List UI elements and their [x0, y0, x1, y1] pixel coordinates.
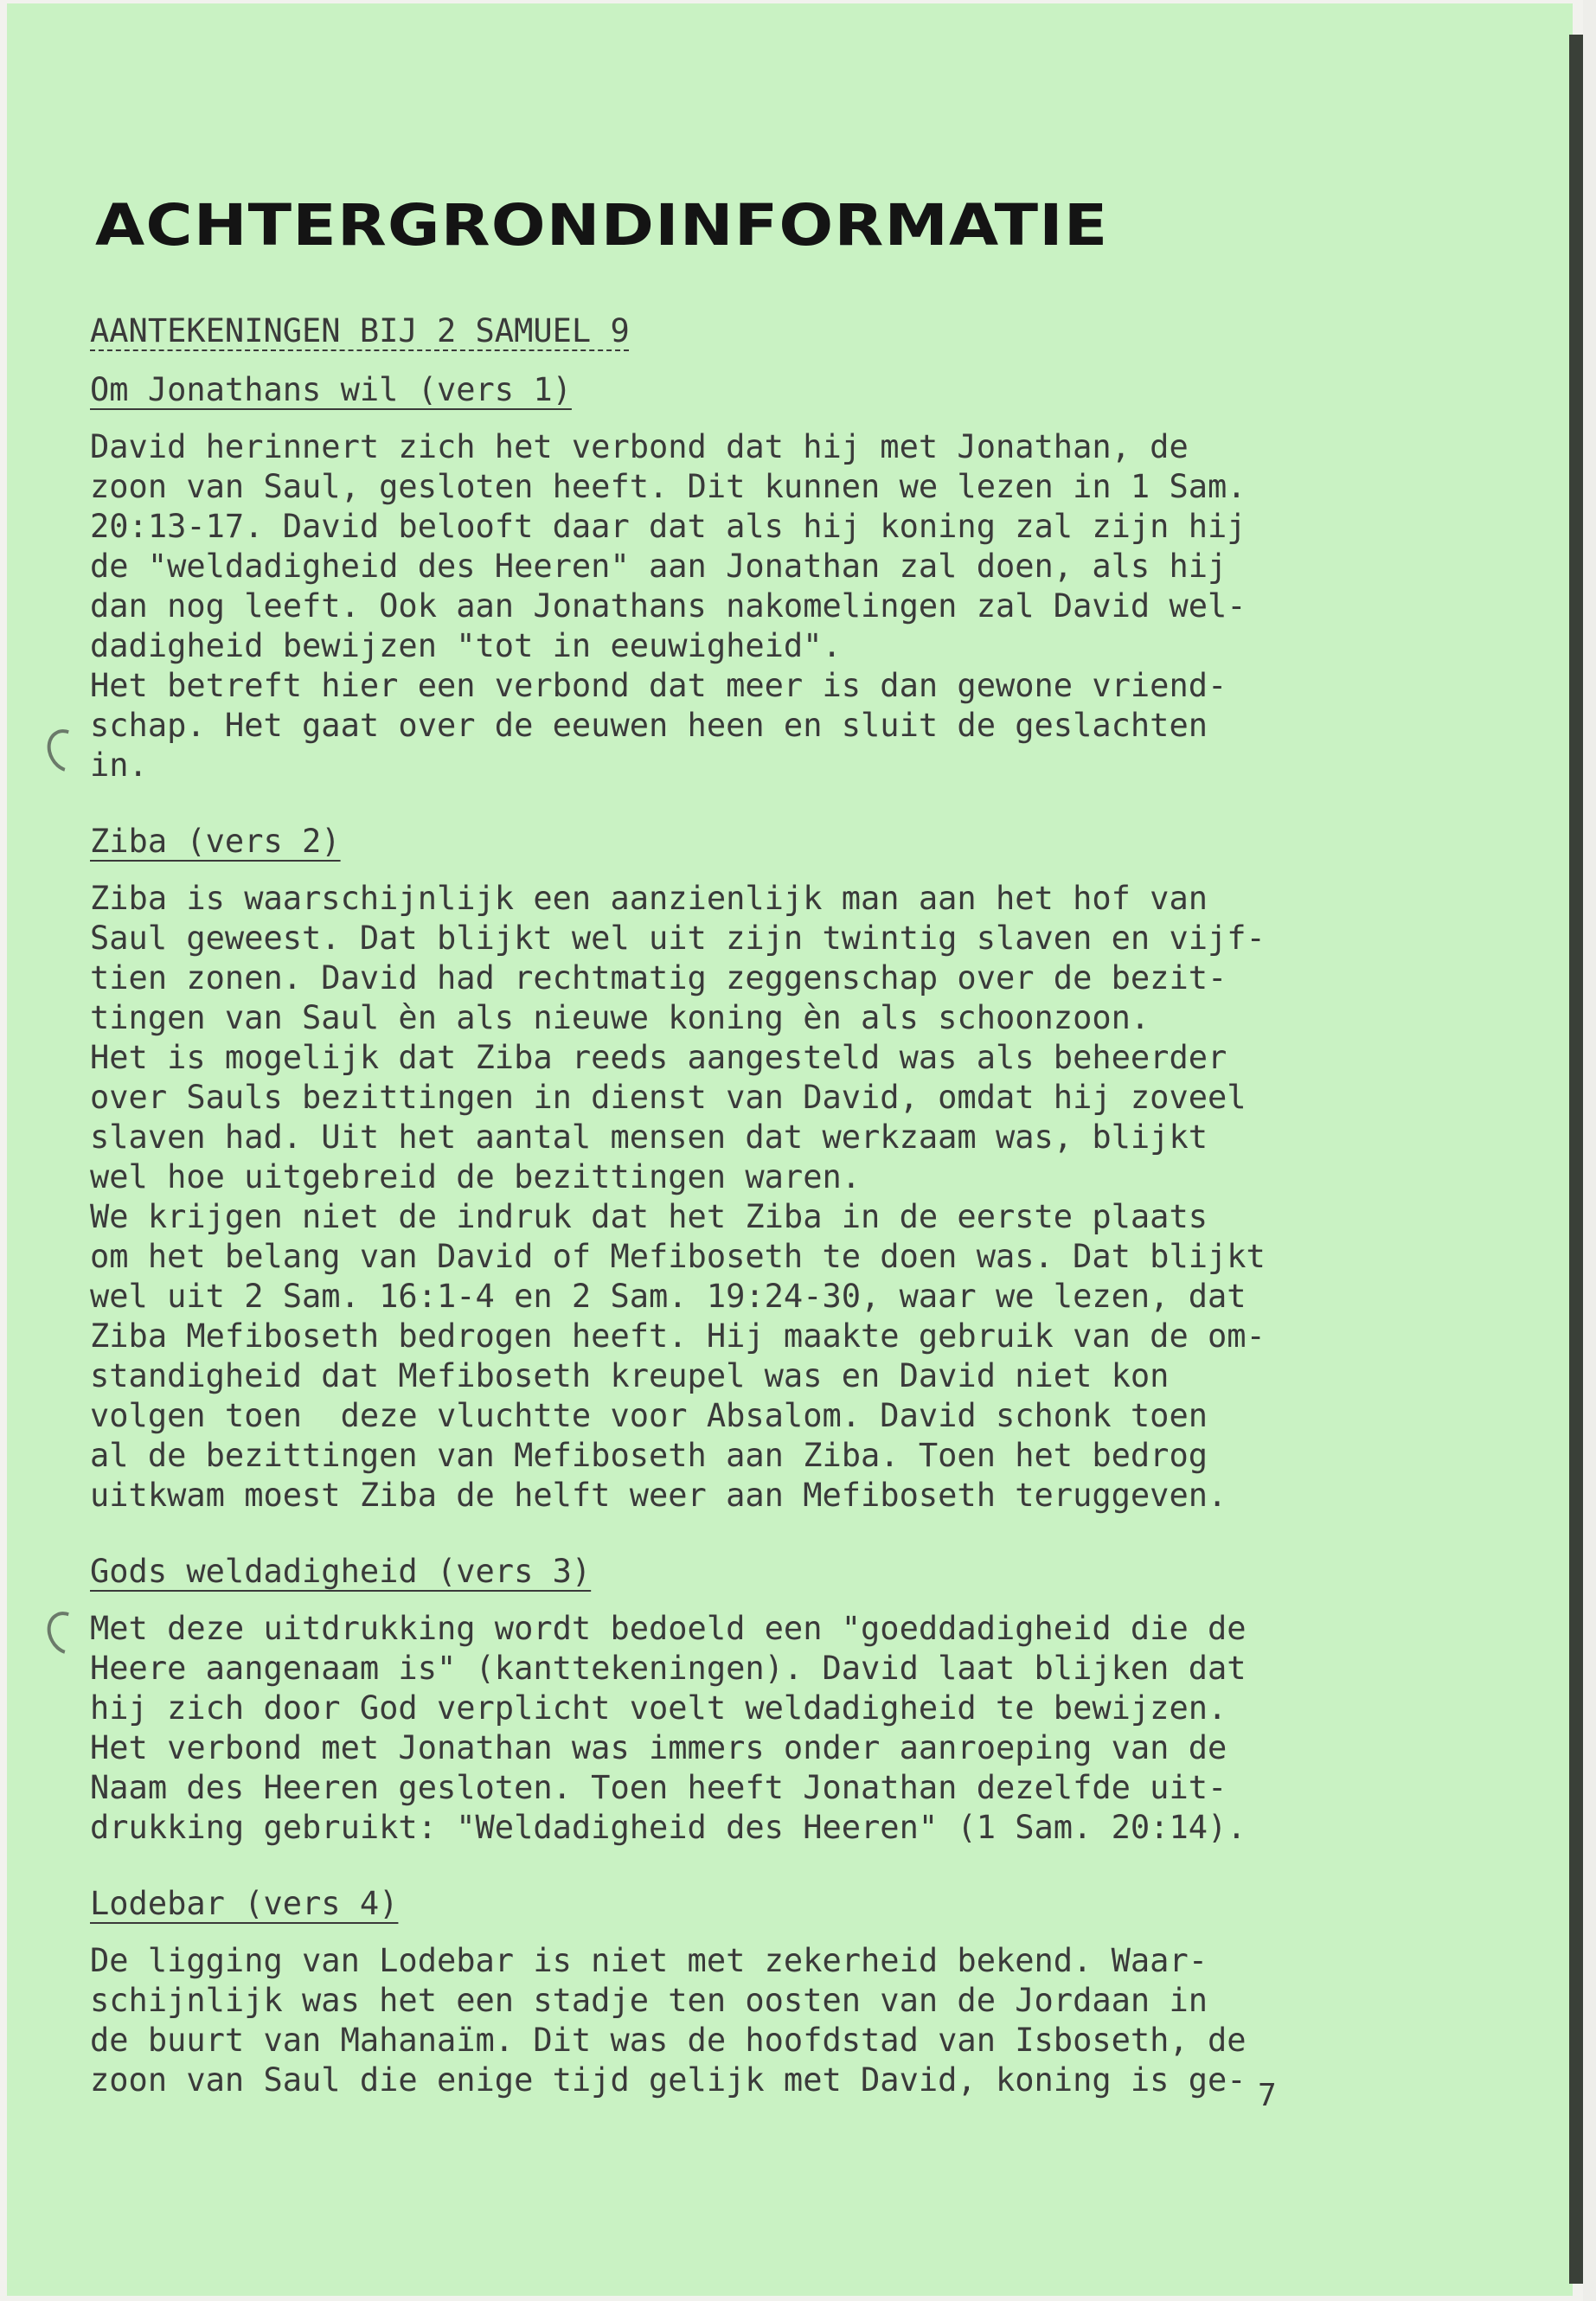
section-paragraph	[90, 1609, 1344, 1848]
section-paragraph	[90, 1941, 1344, 2100]
document-body	[90, 311, 1344, 2100]
text-line: Heere aangenaam is" (kanttekeningen). David laat blijken dat	[90, 1650, 1247, 1687]
text-line: drukking gebruikt: "Weldadigheid des Heeren" (1 Sam. 20:14).	[90, 1809, 1247, 1846]
text-line: Naam des Heeren gesloten. Toen heeft Jonathan dezelfde uit-	[90, 1769, 1227, 1806]
text-line: uitkwam moest Ziba de helft weer aan Mefiboseth teruggeven.	[90, 1477, 1227, 1514]
text-line: de "weldadigheid des Heeren" aan Jonathan zal doen, als hij	[90, 548, 1227, 585]
section-paragraph	[90, 879, 1344, 1516]
text-line: standigheid dat Mefiboseth kreupel was en David niet kon	[90, 1357, 1170, 1394]
text-line: schap. Het gaat over de eeuwen heen en sluit de geslachten	[90, 707, 1208, 744]
text-line: zoon van Saul, gesloten heeft. Dit kunnen we lezen in 1 Sam.	[90, 468, 1247, 505]
text-line: Het betreft hier een verbond dat meer is dan gewone vriend-	[90, 667, 1227, 704]
text-line: Het verbond met Jonathan was immers onder aanroeping van de	[90, 1729, 1227, 1766]
document-heading: AANTEKENINGEN BIJ 2 SAMUEL 9	[90, 312, 630, 349]
page-number: 7	[1258, 2078, 1277, 2113]
text-line: dan nog leeft. Ook aan Jonathans nakomelingen zal David wel-	[90, 587, 1247, 625]
text-line: Het is mogelijk dat Ziba reeds aangesteld was als beheerder	[90, 1039, 1227, 1076]
text-line: volgen toen deze vluchtte voor Absalom. David schonk toen	[90, 1397, 1208, 1434]
text-line: de buurt van Mahanaïm. Dit was de hoofdstad van Isboseth, de	[90, 2022, 1247, 2059]
text-line: tingen van Saul èn als nieuwe koning èn als schoonzoon.	[90, 999, 1151, 1036]
text-line: David herinnert zich het verbond dat hij met Jonathan, de	[90, 428, 1189, 465]
text-line: al de bezittingen van Mefiboseth aan Ziba. Toen het bedrog	[90, 1437, 1208, 1474]
text-line: wel hoe uitgebreid de bezittingen waren.	[90, 1158, 862, 1195]
section-ziba	[90, 822, 1344, 1516]
text-line: tien zonen. David had rechtmatig zeggenschap over de bezit-	[90, 959, 1227, 997]
text-line: 20:13-17. David belooft daar dat als hij koning zal zijn hij	[90, 508, 1247, 545]
text-line: De ligging van Lodebar is niet met zekerheid bekend. Waar-	[90, 1942, 1208, 1979]
text-line: schijnlijk was het een stadje ten oosten van de Jordaan in	[90, 1982, 1208, 2019]
section-heading: Gods weldadigheid (vers 3)	[90, 1553, 592, 1590]
section-lodebar	[90, 1884, 1344, 2100]
section-paragraph	[90, 427, 1344, 785]
text-line: dadigheid bewijzen "tot in eeuwigheid".	[90, 627, 842, 664]
section-om-jonathans-wil	[90, 370, 1344, 785]
section-heading: Om Jonathans wil (vers 1)	[90, 371, 572, 408]
text-line: Ziba Mefiboseth bedrogen heeft. Hij maakte gebruik van de om-	[90, 1317, 1266, 1355]
text-line: om het belang van David of Mefiboseth te doen was. Dat blijkt	[90, 1238, 1266, 1275]
text-line: Ziba is waarschijnlijk een aanzienlijk man aan het hof van	[90, 880, 1208, 917]
page-edge-shadow	[1569, 35, 1583, 2284]
section-heading: Ziba (vers 2)	[90, 823, 341, 860]
text-line: over Sauls bezittingen in dienst van David, omdat hij zoveel	[90, 1079, 1247, 1116]
text-line: Met deze uitdrukking wordt bedoeld een "goeddadigheid die de	[90, 1610, 1247, 1647]
text-line: wel uit 2 Sam. 16:1-4 en 2 Sam. 19:24-30, waar we lezen, dat	[90, 1278, 1247, 1315]
text-line: slaven had. Uit het aantal mensen dat werkzaam was, blijkt	[90, 1118, 1208, 1156]
text-line: hij zich door God verplicht voelt weldadigheid te bewijzen.	[90, 1689, 1227, 1727]
text-line: in.	[90, 747, 148, 784]
section-heading: Lodebar (vers 4)	[90, 1885, 399, 1922]
scan-background-strip	[1583, 0, 1596, 2301]
text-line: We krijgen niet de indruk dat het Ziba in de eerste plaats	[90, 1198, 1208, 1235]
text-line: zoon van Saul die enige tijd gelijk met David, koning is ge-	[90, 2061, 1247, 2099]
banner-title: ACHTERGRONDINFORMATIE	[95, 192, 1109, 259]
text-line: Saul geweest. Dat blijkt wel uit zijn twintig slaven en vijf-	[90, 920, 1266, 957]
section-gods-weldadigheid	[90, 1552, 1344, 1848]
